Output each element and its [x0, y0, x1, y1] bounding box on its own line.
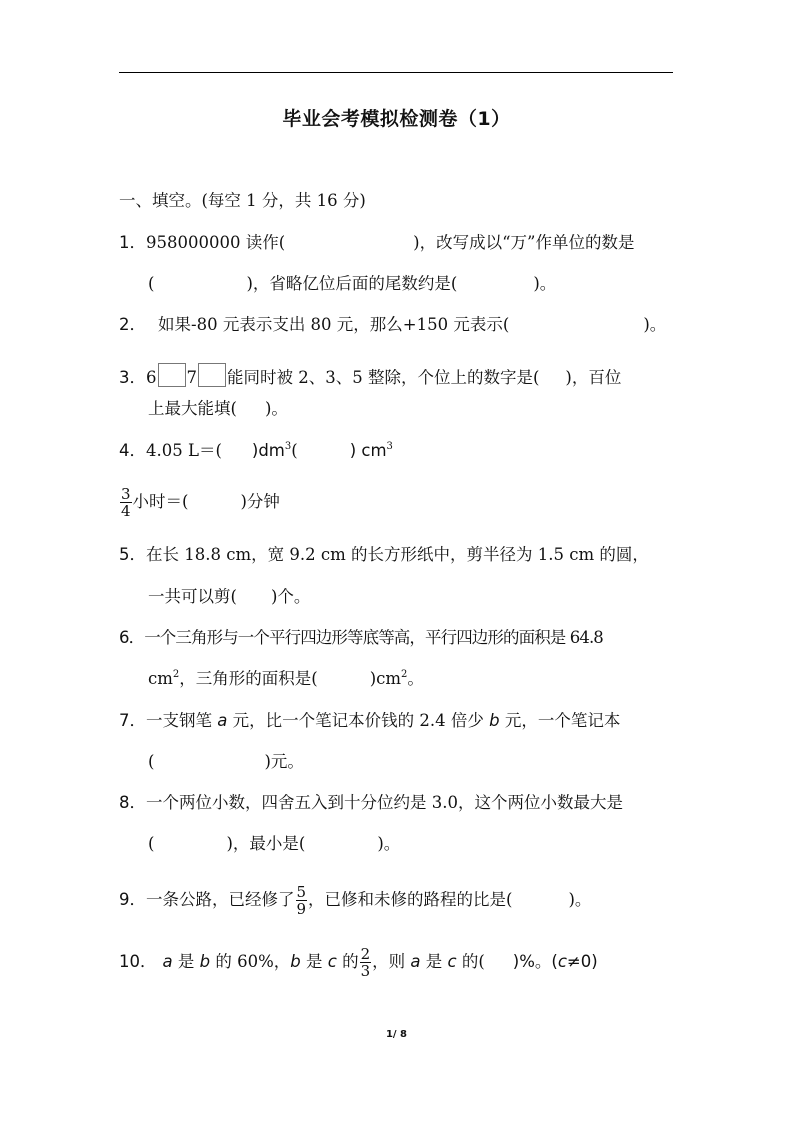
- question-4-line-2: $\frac{3}{4}$ 小时＝( )分钟: [121, 485, 280, 520]
- question-number: 1．: [119, 233, 146, 252]
- question-3-line-1: 3．6 7 能同时被 2、3、5 整除，个位上的数字是( )，百位: [119, 363, 621, 389]
- question-7-line-1: 7．一支钢笔 a 元，比一个笔记本价钱的 2.4 倍少 b 元，一个笔记本: [119, 711, 621, 730]
- question-5-line-2: 一共可以剪( )个。: [148, 587, 311, 606]
- question-8-line-1: 8．一个两位小数，四舍五入到十分位约是 3.0，这个两位小数最大是: [119, 793, 623, 812]
- question-number: 3．: [119, 368, 146, 387]
- fraction: $\frac{2}{3}$: [360, 945, 371, 980]
- question-10: 10． a 是 b 的 60%，b 是 c 的 $\frac{2}{3}$ ，则 a 是 c 的( )%。(c≠0): [119, 945, 598, 980]
- question-8-line-2: ( )，最小是( )。: [148, 834, 401, 853]
- question-1-line-1: 1．958000000 读作( )，改写成以“万”作单位的数是: [119, 233, 635, 252]
- question-2: 2． 如果-80 元表示支出 80 元，那么+150 元表示( )。: [119, 315, 667, 334]
- question-number: 4．: [119, 441, 146, 460]
- question-1-line-2: ( )，省略亿位后面的尾数约是( )。: [148, 274, 557, 293]
- question-number: 7．: [119, 711, 146, 730]
- question-number: 8．: [119, 793, 146, 812]
- section-heading: 一、填空。(每空 1 分，共 16 分): [119, 191, 366, 210]
- digit-box[interactable]: [198, 363, 226, 387]
- question-number: 10．: [119, 952, 157, 971]
- page-title: 毕业会考模拟检测卷（1）: [282, 108, 511, 130]
- question-number: 6．: [119, 628, 145, 647]
- fraction: $\frac{5}{9}$: [296, 883, 307, 918]
- question-number: 2．: [119, 315, 146, 334]
- page-number: 1/ 8: [385, 1029, 408, 1040]
- question-5-line-1: 5．在长 18.8 cm，宽 9.2 cm 的长方形纸中，剪半径为 1.5 cm 的圆，: [119, 545, 649, 564]
- digit-box[interactable]: [158, 363, 186, 387]
- question-7-line-2: ( )元。: [148, 752, 304, 771]
- question-9: 9．一条公路，已经修了 $\frac{5}{9}$ ，已修和未修的路程的比是( )。: [119, 883, 592, 918]
- question-3-line-2: 上最大能填( )。: [148, 399, 288, 418]
- question-6-line-1: 6．一个三角形与一个平行四边形等底等高，平行四边形的面积是 64.8: [119, 628, 603, 647]
- question-number: 9．: [119, 890, 146, 909]
- question-4-line-1: 4．4.05 L＝( )$dm^3$( ) $cm^3$: [119, 441, 393, 460]
- top-rule: [119, 72, 673, 73]
- question-6-line-2: $cm^2$，三角形的面积是( )$cm^2$。: [148, 669, 424, 688]
- fraction: $\frac{3}{4}$: [121, 485, 131, 520]
- question-number: 5．: [119, 545, 146, 564]
